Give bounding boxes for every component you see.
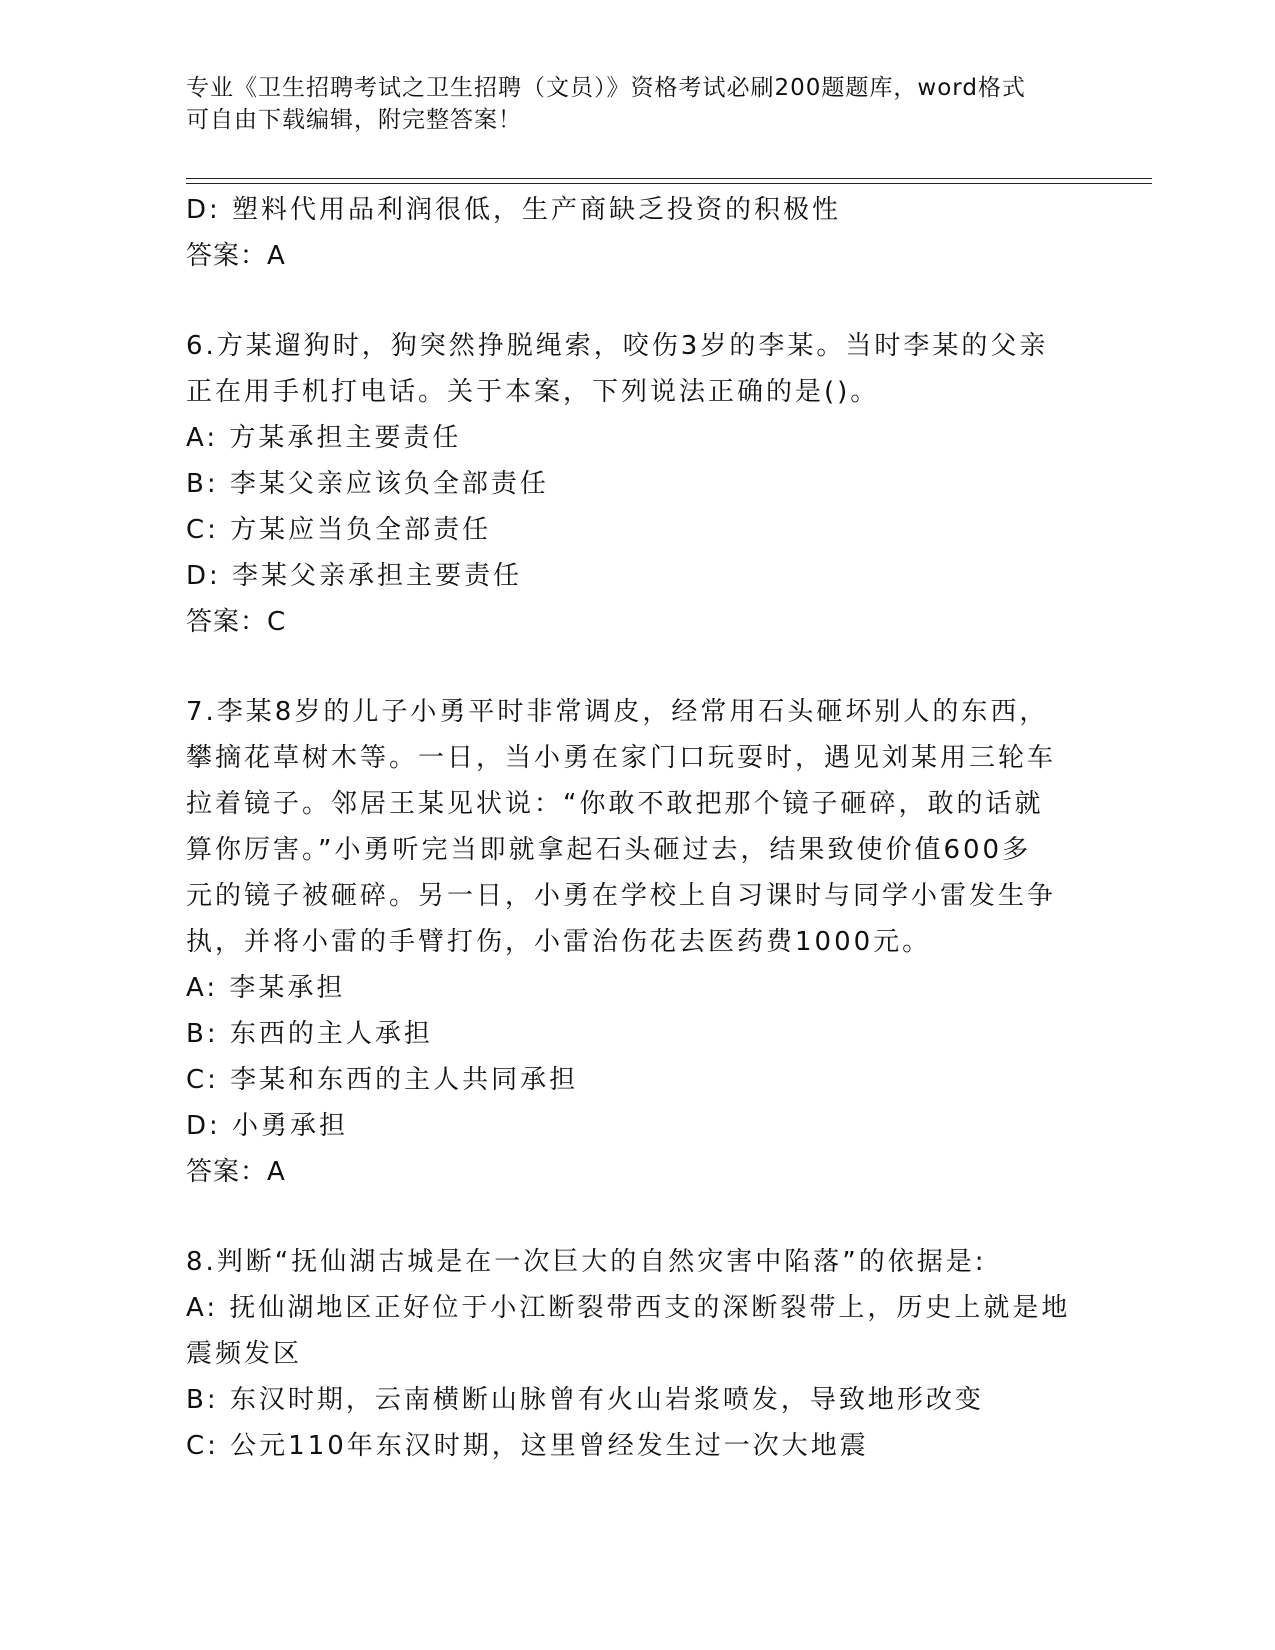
option-d: D: 李某父亲承担主要责任	[186, 561, 523, 591]
option-a: A: 李某承担	[186, 973, 346, 1003]
question-stem	[186, 323, 1086, 415]
stem-line: 拉着镜子。邻居王某见状说：“你敢不敢把那个镜子砸碎，敢的话就	[186, 789, 1044, 819]
question-6	[186, 323, 1086, 645]
stem-line: 6.方某遛狗时，狗突然挣脱绳索，咬伤3岁的李某。当时李某的父亲	[186, 331, 1049, 361]
header-line-2: 可自由下载编辑，附完整答案！	[186, 107, 522, 133]
stem-line: 执，并将小雷的手臂打伤，小雷治伤花去医药费1000元。	[186, 927, 932, 957]
question-8	[186, 1239, 1086, 1469]
option-c: C: 公元110年东汉时期，这里曾经发生过一次大地震	[186, 1431, 869, 1461]
option-c: C: 李某和东西的主人共同承担	[186, 1065, 579, 1095]
question-stem	[186, 689, 1086, 965]
answer-line: 答案：A	[186, 1157, 286, 1187]
option-b: B: 东汉时期，云南横断山脉曾有火山岩浆喷发，导致地形改变	[186, 1385, 984, 1415]
header-divider-top	[186, 178, 1152, 179]
stem-line: 算你厉害。”小勇听完当即就拿起石头砸过去，结果致使价值600多	[186, 835, 1032, 865]
option-a: A: 抚仙湖地区正好位于小江断裂带西支的深断裂带上，历史上就是地	[186, 1293, 1071, 1323]
stem-line: 7.李某8岁的儿子小勇平时非常调皮，经常用石头砸坏别人的东西，	[186, 697, 1049, 727]
option-c: C: 方某应当负全部责任	[186, 515, 492, 545]
header-line-1: 专业《卫生招聘考试之卫生招聘（文员）》资格考试必刷200题题库，word格式	[186, 75, 1026, 101]
option-a-continued: 震频发区	[186, 1339, 303, 1369]
answer-line: 答案：A	[186, 241, 286, 271]
question-list	[186, 187, 1086, 1469]
option-b: B: 李某父亲应该负全部责任	[186, 469, 549, 499]
option-d: D: 塑料代用品利润很低，生产商缺乏投资的积极性	[186, 195, 842, 225]
header-divider-bottom	[186, 183, 1152, 184]
stem-line: 正在用手机打电话。关于本案，下列说法正确的是()。	[186, 377, 880, 407]
stem-line: 元的镜子被砸碎。另一日，小勇在学校上自习课时与同学小雷发生争	[186, 881, 1057, 911]
document-header	[186, 72, 1066, 136]
question-7	[186, 689, 1086, 1195]
option-b: B: 东西的主人承担	[186, 1019, 433, 1049]
option-a: A: 方某承担主要责任	[186, 423, 462, 453]
question-5-continued	[186, 187, 1086, 279]
answer-line: 答案：C	[186, 607, 287, 637]
stem-line: 8.判断“抚仙湖古城是在一次巨大的自然灾害中陷落”的依据是:	[186, 1247, 987, 1277]
stem-line: 攀摘花草树木等。一日，当小勇在家门口玩耍时，遇见刘某用三轮车	[186, 743, 1057, 773]
question-stem	[186, 1239, 1086, 1285]
option-d: D: 小勇承担	[186, 1111, 349, 1141]
